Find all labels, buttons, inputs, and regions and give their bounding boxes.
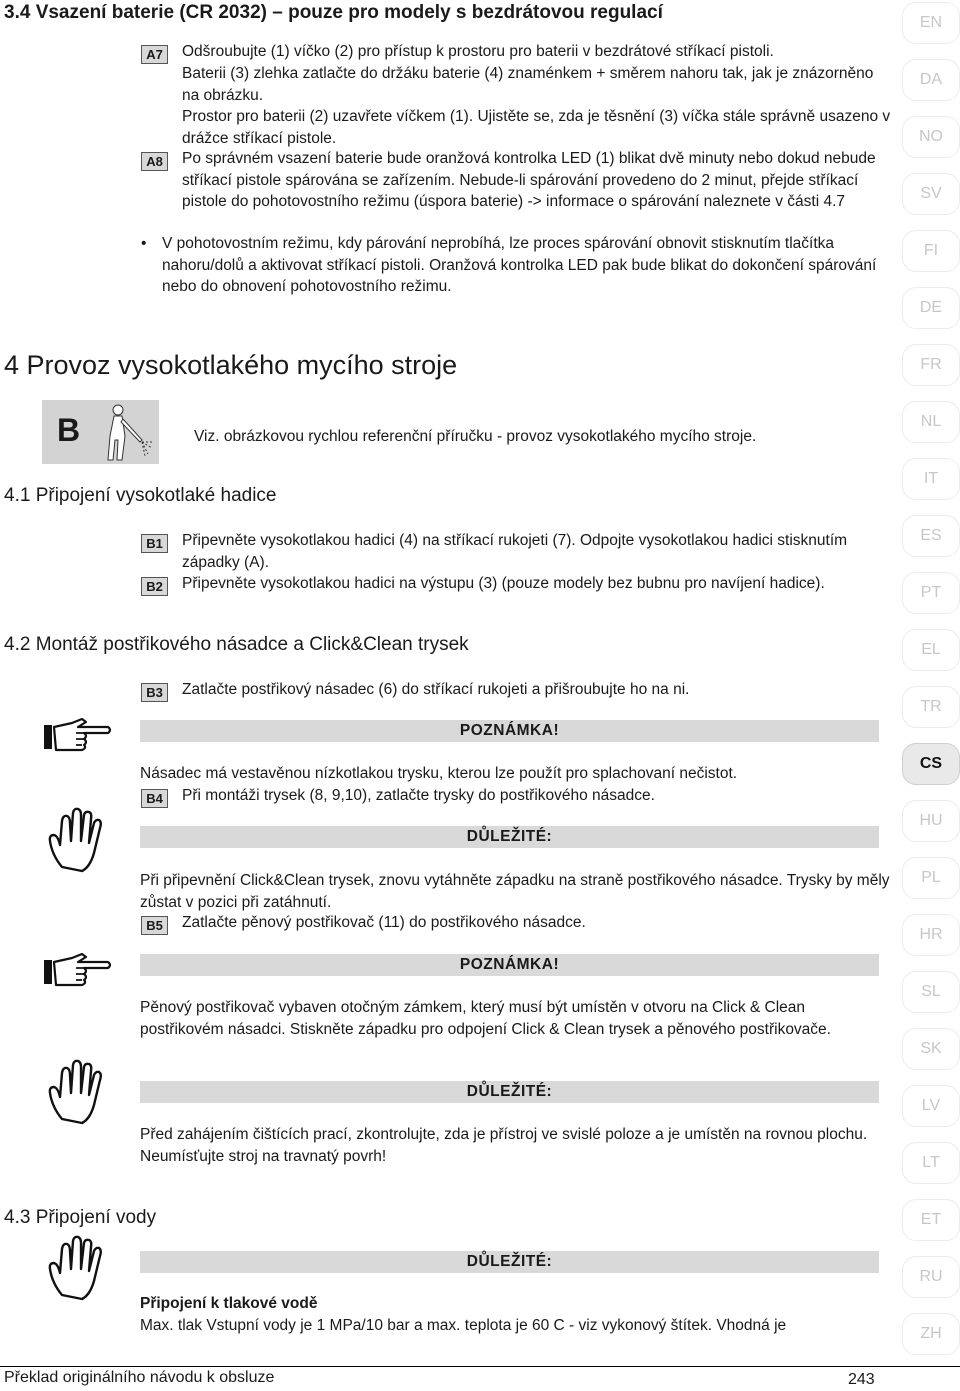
language-tab-lt[interactable]: LT bbox=[902, 1142, 960, 1184]
page-number: 243 bbox=[848, 1371, 875, 1388]
language-tab-en[interactable]: EN bbox=[902, 2, 960, 44]
language-tab-hr[interactable]: HR bbox=[902, 914, 960, 956]
language-tab-hu[interactable]: HU bbox=[902, 800, 960, 842]
step-badge-b1: B1 bbox=[141, 534, 168, 553]
language-tab-sl[interactable]: SL bbox=[902, 971, 960, 1013]
step-b3-text: Zatlačte postřikový násadec (6) do stříkací rukojeti a přišroubujte ho na ni. bbox=[182, 681, 690, 698]
section-4-title: 4 Provoz vysokotlakého mycího stroje bbox=[4, 350, 458, 380]
step-a7-line-2: Baterii (3) zlehka zatlačte do držáku baterie (4) znaménkem + směrem nahoru tak, jak je znázorněno na obrázku. bbox=[182, 65, 874, 104]
raised-hand-icon bbox=[42, 1233, 112, 1303]
language-tab-pt[interactable]: PT bbox=[902, 572, 960, 614]
important-1-bar bbox=[140, 826, 879, 848]
language-tab-da[interactable]: DA bbox=[902, 59, 960, 101]
language-tab-fi[interactable]: FI bbox=[902, 230, 960, 272]
note-2-label: POZNÁMKA! bbox=[459, 956, 560, 973]
step-b2-text: Připevněte vysokotlakou hadici na výstupu (3) (pouze modely bez bubnu pro navíjení hadice). bbox=[182, 575, 825, 592]
language-tab-fr[interactable]: FR bbox=[902, 344, 960, 386]
step-badge-b2: B2 bbox=[141, 577, 168, 596]
language-tab-sk[interactable]: SK bbox=[902, 1028, 960, 1070]
language-tab-nl[interactable]: NL bbox=[902, 401, 960, 443]
step-badge-a7: A7 bbox=[141, 45, 168, 64]
language-tab-lv[interactable]: LV bbox=[902, 1085, 960, 1127]
raised-hand-icon bbox=[42, 1057, 112, 1127]
footer-left-text: Překlad originálního návodu k obsluze bbox=[4, 1369, 275, 1386]
important-3-bar bbox=[140, 1251, 879, 1273]
step-badge-a8: A8 bbox=[141, 152, 168, 171]
language-tab-et[interactable]: ET bbox=[902, 1199, 960, 1241]
footer-divider bbox=[0, 1366, 960, 1367]
note-1-bar bbox=[140, 720, 879, 742]
section-4-caption: Viz. obrázkovou rychlou referenční příručku - provoz vysokotlakého mycího stroje. bbox=[194, 428, 757, 445]
step-badge-b4: B4 bbox=[141, 789, 168, 808]
important-3-label: DŮLEŽITÉ: bbox=[466, 1253, 553, 1270]
language-tab-zh[interactable]: ZH bbox=[902, 1313, 960, 1355]
step-a8-text: Po správném vsazení baterie bude oranžová kontrolka LED (1) blikat dvě minuty nebo dokud nebude stříkací pistole spárována se zařízením. Nebude-li spárování provedeno do 2 minut, přejde stříkací pistole do pohotovostního režimu (úspora baterie) -> informace o spárování naleznete v části 4.7 bbox=[182, 150, 876, 210]
important-1-label: DŮLEŽITÉ: bbox=[466, 828, 553, 845]
language-tab-sv[interactable]: SV bbox=[902, 173, 960, 215]
step-a7-line-1: Odšroubujte (1) víčko (2) pro přístup k prostoru pro baterii v bezdrátové stříkací pistoli. bbox=[182, 43, 774, 60]
section-3-4-title: 3.4 Vsazení baterie (CR 2032) – pouze pro modely s bezdrátovou regulací bbox=[4, 2, 663, 23]
important-2-label: DŮLEŽITÉ: bbox=[466, 1083, 553, 1100]
section-4-3-title: 4.3 Připojení vody bbox=[4, 1207, 157, 1228]
language-tab-no[interactable]: NO bbox=[902, 116, 960, 158]
important-2-bar bbox=[140, 1081, 879, 1103]
operator-image bbox=[42, 400, 159, 464]
step-badge-b3: B3 bbox=[141, 683, 168, 702]
section-4-1-title: 4.1 Připojení vysokotlaké hadice bbox=[4, 485, 277, 506]
language-tab-ru[interactable]: RU bbox=[902, 1256, 960, 1298]
water-connection-subheading: Připojení k tlakové vodě bbox=[140, 1295, 318, 1312]
important-2-text: Před zahájením čištících prací, zkontrolujte, zda je přístroj ve svislé poloze a je umístěn na rovnou plochu. Neumísťujte stroj na travnatý povrh! bbox=[140, 1126, 868, 1165]
image-letter: B bbox=[57, 412, 81, 448]
bullet-text: V pohotovostním režimu, kdy párování neprobíhá, lze proces spárování obnovit stisknutím tlačítka nahoru/dolů a aktivovat stříkací pistoli. Oranžová kontrolka LED pak bude blikat do dokončení spárování nebo do obnovení pohotovostního režimu. bbox=[162, 235, 877, 295]
language-tab-de[interactable]: DE bbox=[902, 287, 960, 329]
language-tab-it[interactable]: IT bbox=[902, 458, 960, 500]
water-connection-text: Max. tlak Vstupní vody je 1 MPa/10 bar a max. teplota je 60 C - viz vykonový štítek. Vhodná je bbox=[140, 1317, 787, 1334]
step-b4-text: Při montáži trysek (8, 9,10), zatlačte trysky do postřikového násadce. bbox=[182, 787, 655, 804]
pointing-hand-icon bbox=[42, 715, 114, 755]
step-b1-text: Připevněte vysokotlakou hadici (4) na stříkací rukojeti (7). Odpojte vysokotlakou hadici stisknutím západky (A). bbox=[182, 532, 848, 571]
note-2-text: Pěnový postřikovač vybaven otočným zámkem, který musí být umístěn v otvoru na Click & Clean postřikovém násadci. Stiskněte západku pro odpojení Click & Clean trysek a pěnového postřikovače. bbox=[140, 999, 831, 1038]
step-badge-b5: B5 bbox=[141, 916, 168, 935]
bullet-symbol: • bbox=[141, 235, 147, 252]
raised-hand-icon bbox=[42, 805, 112, 875]
section-4-2-title: 4.2 Montáž postřikového násadce a Click&Clean trysek bbox=[4, 634, 469, 655]
language-tab-pl[interactable]: PL bbox=[902, 857, 960, 899]
note-1-text: Násadec má vestavěnou nízkotlakou trysku, kterou lze použít pro splachovaní nečistot. bbox=[140, 765, 738, 782]
note-1-label: POZNÁMKA! bbox=[459, 722, 560, 739]
language-tab-cs[interactable]: CS bbox=[902, 743, 960, 785]
step-a7-line-3: Prostor pro baterii (2) uzavřete víčkem (1). Ujistěte se, zda je těsnění (3) víčka stále správně usazeno v drážce stříkací pistole. bbox=[182, 108, 891, 147]
language-tab-tr[interactable]: TR bbox=[902, 686, 960, 728]
important-1-text: Při připevnění Click&Clean trysek, znovu vytáhněte západku na straně postřikového násadce. Trysky by měly zůstat v pozici při zatáhnutí. bbox=[140, 872, 890, 911]
pointing-hand-icon bbox=[42, 950, 114, 990]
note-2-bar bbox=[140, 954, 879, 976]
pressure-washer-operator-icon bbox=[104, 402, 158, 462]
language-tab-el[interactable]: EL bbox=[902, 629, 960, 671]
step-b5-text: Zatlačte pěnový postřikovač (11) do postřikového násadce. bbox=[182, 914, 586, 931]
language-tab-es[interactable]: ES bbox=[902, 515, 960, 557]
